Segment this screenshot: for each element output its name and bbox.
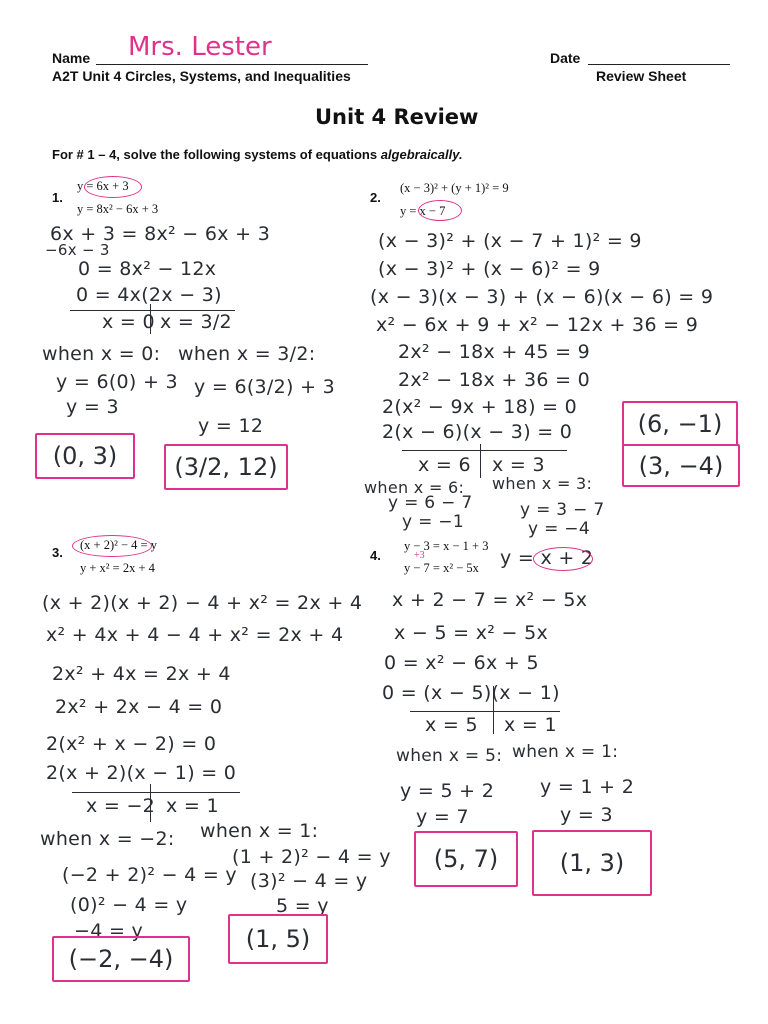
work-line: x² + 4x + 4 − 4 + x² = 2x + 4	[46, 624, 344, 646]
case-step: y = 3	[66, 396, 119, 418]
name-label: Name	[52, 50, 91, 66]
root: x = 3	[492, 454, 545, 476]
equation-0-offset: +3	[414, 550, 425, 561]
equation-0: y − 3 = x − 1 + 3	[404, 539, 489, 553]
problem-number: 1.	[52, 190, 63, 205]
case-step: y = 5 + 2	[400, 780, 495, 802]
work-line: 0 = 8x² − 12x	[78, 258, 217, 280]
problem-number: 2.	[370, 190, 381, 205]
work-line: 2x² − 18x + 45 = 9	[398, 341, 591, 363]
equation-1: y = 6x + 3	[77, 179, 129, 193]
answer-box: (3, −4)	[622, 444, 740, 487]
work-line: x² − 6x + 9 + x² − 12x + 36 = 9	[376, 314, 699, 336]
work-line: (x − 3)(x − 3) + (x − 6)(x − 6) = 9	[370, 286, 714, 308]
date-line	[588, 64, 730, 65]
case-heading: when x = 1:	[512, 742, 619, 762]
case-heading: when x = 5:	[396, 746, 503, 766]
case-step: y = 7	[416, 806, 469, 828]
work-line: 2(x² + x − 2) = 0	[46, 733, 217, 755]
case-step: y = −4	[528, 519, 590, 539]
equation-2: y = x − 7	[400, 204, 446, 218]
case-heading: when x = 3/2:	[178, 343, 316, 365]
date-label: Date	[550, 50, 581, 66]
equation-side: y = x + 2	[500, 547, 594, 569]
problem-number: 3.	[52, 545, 63, 560]
work-line: 2(x² − 9x + 18) = 0	[382, 396, 578, 418]
work-line: 2x² + 4x = 2x + 4	[52, 663, 231, 685]
case-step: y = 6(0) + 3	[56, 371, 178, 393]
work-line: 2(x − 6)(x − 3) = 0	[382, 421, 573, 443]
highlight-circle	[533, 547, 593, 571]
work-line: 0 = x² − 6x + 5	[384, 652, 539, 674]
case-step: (0)² − 4 = y	[70, 894, 188, 916]
answer-box: (6, −1)	[622, 401, 738, 446]
instructions-text: For # 1 – 4, solve the following systems of equations	[52, 147, 378, 162]
work-line: (x − 3)² + (x − 7 + 1)² = 9	[378, 230, 642, 252]
highlight-circle	[84, 176, 142, 198]
case-heading: when x = 3:	[492, 474, 593, 493]
work-line: 2(x + 2)(x − 1) = 0	[46, 762, 237, 784]
work-line: (x − 3)² + (x − 6)² = 9	[378, 258, 601, 280]
work-line: 6x + 3 = 8x² − 6x + 3	[50, 223, 271, 245]
work-line: x + 2 − 7 = x² − 5x	[392, 589, 588, 611]
root: x = 5	[425, 714, 478, 736]
root: x = 1	[504, 714, 557, 736]
course-title: A2T Unit 4 Circles, Systems, and Inequalities	[52, 68, 351, 84]
case-step: 5 = y	[276, 895, 329, 917]
case-heading: when x = 6:	[364, 478, 465, 497]
work-line: −6x − 3	[45, 241, 110, 259]
work-line: 0 = 4x(2x − 3)	[76, 284, 222, 306]
equation-2: y + x² = 2x + 4	[80, 561, 155, 575]
instructions	[52, 147, 463, 162]
factor-divider	[402, 450, 567, 451]
root: x = −2	[86, 795, 156, 817]
highlight-circle	[418, 200, 462, 221]
case-heading: when x = 0:	[42, 343, 161, 365]
name-line	[96, 64, 368, 65]
answer-box: (−2, −4)	[52, 936, 190, 982]
highlight-circle	[72, 535, 152, 557]
case-step: (−2 + 2)² − 4 = y	[62, 864, 237, 886]
root: x = 3/2	[160, 311, 232, 333]
case-step: y = 3 − 7	[520, 500, 605, 520]
page-title: Unit 4 Review	[315, 105, 479, 129]
root: x = 1	[166, 795, 219, 817]
equation-1: (x + 2)² − 4 = y	[80, 538, 157, 552]
root: x = 6	[418, 454, 471, 476]
work-line: 0 = (x − 5)(x − 1)	[382, 682, 560, 704]
answer-box: (3/2, 12)	[164, 444, 288, 490]
equation-1: (x − 3)² + (y + 1)² = 9	[400, 181, 509, 195]
case-heading: when x = 1:	[200, 820, 319, 842]
answer-box: (5, 7)	[414, 831, 518, 887]
work-line: (x + 2)(x + 2) − 4 + x² = 2x + 4	[42, 592, 363, 614]
factor-divider	[72, 792, 240, 793]
equation-2: y = 8x² − 6x + 3	[77, 202, 159, 216]
case-heading: when x = −2:	[40, 828, 175, 850]
equation-1: y − 7 = x² − 5x	[404, 561, 479, 575]
problem-number: 4.	[370, 548, 381, 563]
case-step: y = 12	[198, 415, 264, 437]
answer-box: (1, 3)	[532, 830, 652, 896]
work-line: x − 5 = x² − 5x	[394, 622, 549, 644]
case-step: y = 3	[560, 804, 613, 826]
sheet-title: Review Sheet	[596, 68, 687, 84]
answer-box: (0, 3)	[35, 433, 135, 479]
root: x = 0	[102, 311, 155, 333]
teacher-name: Mrs. Lester	[128, 32, 272, 62]
case-step: y = 6 − 7	[388, 493, 473, 513]
work-line: 2x² + 2x − 4 = 0	[55, 696, 223, 718]
instructions-emphasis: algebraically.	[380, 147, 463, 162]
work-line: 2x² − 18x + 36 = 0	[398, 369, 591, 391]
case-step: y = 6(3/2) + 3	[194, 376, 336, 398]
answer-box: (1, 5)	[228, 914, 328, 964]
case-step: (3)² − 4 = y	[250, 870, 368, 892]
factor-divider	[480, 444, 481, 478]
case-step: y = −1	[402, 512, 464, 532]
factor-divider	[410, 711, 560, 712]
case-step: (1 + 2)² − 4 = y	[232, 846, 391, 868]
case-step: −4 = y	[74, 920, 144, 942]
case-step: y = 1 + 2	[540, 776, 635, 798]
factor-divider	[493, 686, 494, 734]
